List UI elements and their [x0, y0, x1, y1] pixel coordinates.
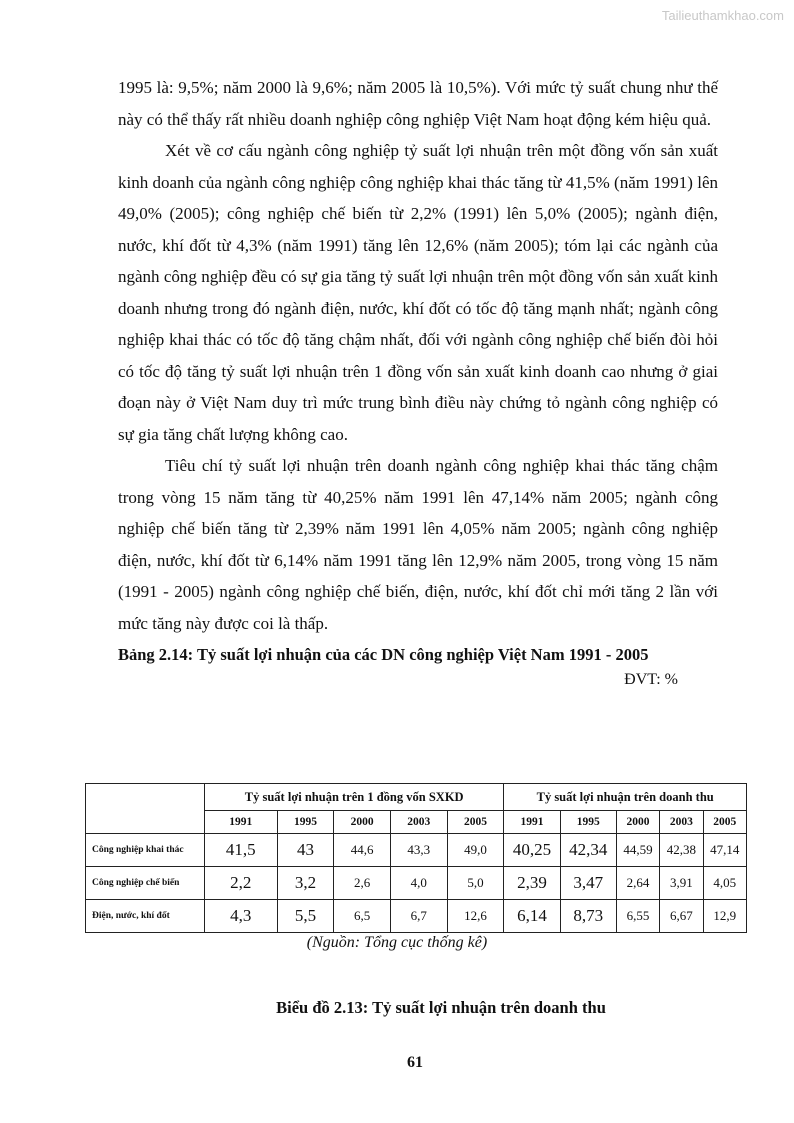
profit-rate-table — [85, 783, 747, 933]
table-row — [86, 900, 747, 933]
year-cell: 1991 — [205, 811, 278, 834]
value-cell: 2,6 — [334, 867, 391, 900]
value-cell: 3,91 — [660, 867, 703, 900]
value-cell: 6,55 — [616, 900, 659, 933]
value-cell: 3,2 — [277, 867, 334, 900]
year-cell: 2000 — [616, 811, 659, 834]
document-body — [118, 72, 718, 692]
group-header-capital: Tỷ suất lợi nhuận trên 1 đồng vốn SXKD — [205, 784, 504, 811]
year-cell: 2000 — [334, 811, 391, 834]
value-cell: 47,14 — [703, 834, 746, 867]
year-cell: 2003 — [660, 811, 703, 834]
value-cell: 3,47 — [560, 867, 616, 900]
value-cell: 12,6 — [447, 900, 504, 933]
table-source-note: (Nguồn: Tổng cục thống kê) — [306, 934, 488, 951]
paragraph-3: Tiêu chí tỷ suất lợi nhuận trên doanh ngành công nghiệp khai thác tăng chậm trong vòng 15 năm tăng từ 40,25% năm 1991 lên 47,14% năm 2005; ngành công nghiệp chế biến tăng từ 2,39% năm 1991 lên 4,05% năm 2005; ngành công nghiệp điện, nước, khí đốt từ 6,14% năm 1991 tăng lên 12,9% năm 2005, trong vòng 15 năm (1991 - 2005) ngành công nghiệp chế biến, điện, nước, khí đốt chỉ mới tăng 2 lần với mức tăng này được coi là thấp. — [118, 456, 718, 633]
year-cell: 1995 — [277, 811, 334, 834]
unit-label: ĐVT: % — [624, 671, 678, 688]
year-cell: 1995 — [560, 811, 616, 834]
value-cell: 41,5 — [205, 834, 278, 867]
value-cell: 5,5 — [277, 900, 334, 933]
value-cell: 2,39 — [504, 867, 560, 900]
row-label: Công nghiệp khai thác — [86, 834, 205, 867]
value-cell: 40,25 — [504, 834, 560, 867]
value-cell: 42,38 — [660, 834, 703, 867]
year-cell: 2005 — [703, 811, 746, 834]
year-cell: 1991 — [504, 811, 560, 834]
value-cell: 12,9 — [703, 900, 746, 933]
value-cell: 4,3 — [205, 900, 278, 933]
value-cell: 44,6 — [334, 834, 391, 867]
value-cell: 49,0 — [447, 834, 504, 867]
paragraph-2: Xét về cơ cấu ngành công nghiệp tỷ suất lợi nhuận trên một đồng vốn sản xuất kinh doanh của ngành công nghiệp công nghiệp khai thác tăng từ 41,5% (năm 1991) lên 49,0% (2005); công nghiệp chế biến từ 2,2% (1991) lên 5,0% (2005); ngành điện, nước, khí đốt từ 4,3% (năm 1991) tăng lên 12,6% (năm 2005); tóm lại các ngành của ngành công nghiệp đều có sự gia tăng tỷ suất lợi nhuận trên một đồng vốn sản xuất kinh doanh nhưng trong đó ngành điện, nước, khí đốt có tốc độ tăng mạnh nhất; ngành công nghiệp khai thác có tốc độ tăng chậm nhất, đối với ngành công nghiệp chế biến đòi hỏi có tốc độ tăng tỷ suất lợi nhuận trên 1 đồng vốn sản xuất kinh doanh cao nhưng ở giai đoạn này ở Việt Nam duy trì mức trung bình điều này chứng tỏ ngành công nghiệp có sự gia tăng chất lượng không cao. — [118, 141, 718, 444]
year-cell: 2005 — [447, 811, 504, 834]
value-cell: 42,34 — [560, 834, 616, 867]
value-cell: 2,64 — [616, 867, 659, 900]
year-cell: 2003 — [390, 811, 447, 834]
value-cell: 44,59 — [616, 834, 659, 867]
page-number: 61 — [407, 1054, 423, 1071]
value-cell: 43 — [277, 834, 334, 867]
row-label: Công nghiệp chế biến — [86, 867, 205, 900]
table-row — [86, 867, 747, 900]
value-cell: 6,7 — [390, 900, 447, 933]
value-cell: 6,5 — [334, 900, 391, 933]
table-row — [86, 834, 747, 867]
value-cell: 5,0 — [447, 867, 504, 900]
row-label: Điện, nước, khí đốt — [86, 900, 205, 933]
table-header-row — [86, 784, 747, 811]
value-cell: 4,05 — [703, 867, 746, 900]
value-cell: 6,67 — [660, 900, 703, 933]
table-corner-cell — [86, 784, 205, 834]
group-header-revenue: Tỷ suất lợi nhuận trên doanh thu — [504, 784, 747, 811]
value-cell: 8,73 — [560, 900, 616, 933]
chart-title: Biểu đồ 2.13: Tỷ suất lợi nhuận trên doanh thu — [276, 998, 606, 1017]
value-cell: 43,3 — [390, 834, 447, 867]
value-cell: 4,0 — [390, 867, 447, 900]
watermark: Tailieuthamkhao.com — [661, 8, 784, 23]
value-cell: 2,2 — [205, 867, 278, 900]
paragraph-1: 1995 là: 9,5%; năm 2000 là 9,6%; năm 2005 là 10,5%). Với mức tỷ suất chung như thế này có thể thấy rất nhiều doanh nghiệp công nghiệp Việt Nam hoạt động kém hiệu quả. — [118, 78, 718, 129]
table-caption: Bảng 2.14: Tỷ suất lợi nhuận của các DN công nghiệp Việt Nam 1991 - 2005 — [118, 645, 649, 664]
value-cell: 6,14 — [504, 900, 560, 933]
